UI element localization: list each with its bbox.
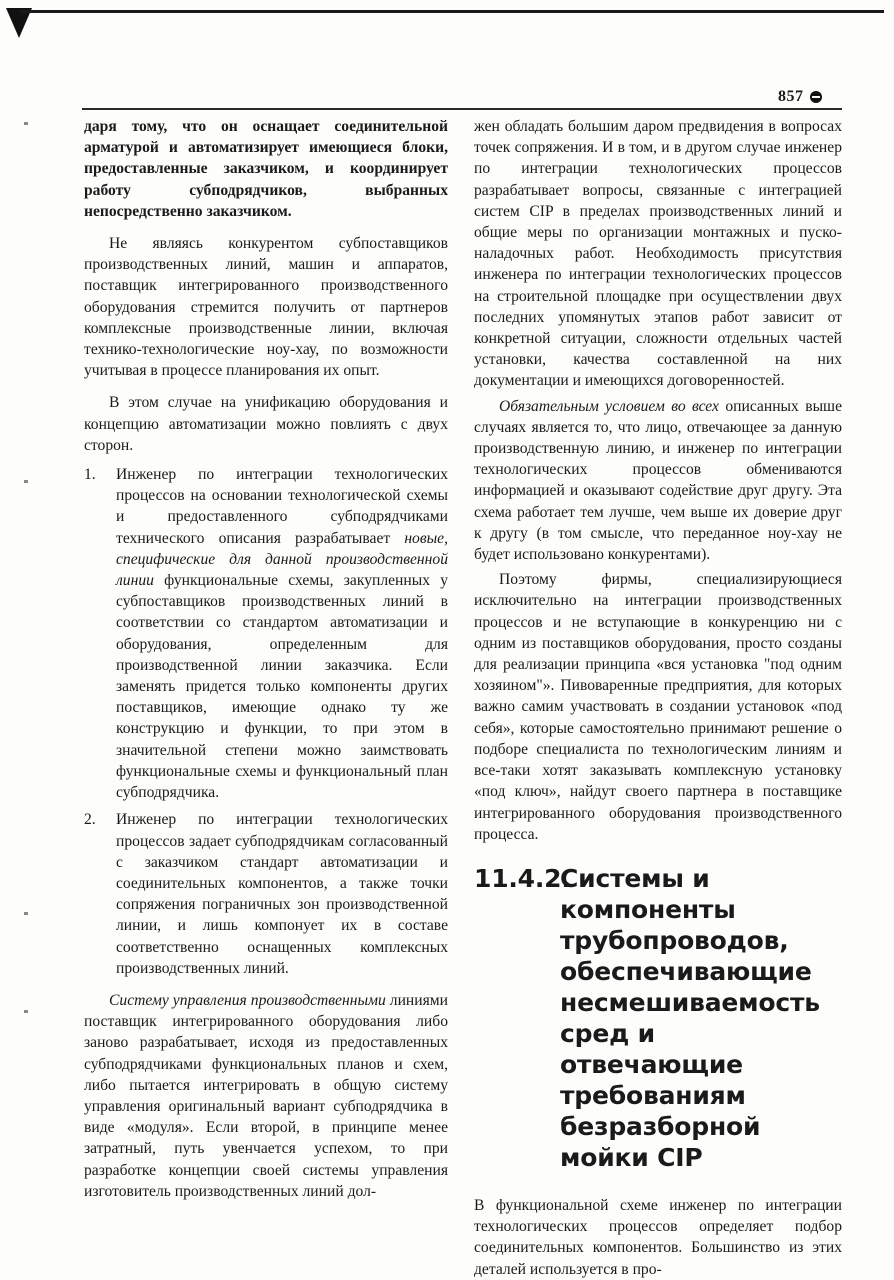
paragraph: Поэтому фирмы, специализирующиеся исключительно на интеграции производственных процессов и не вступающие в конкуренцию ни с одним из поставщиков оборудования, просто созданы для реализации принципа «вся установка "под одним хозяином"». Пивоваренные предприятия, для которых важно самим участвовать в создании установок «под себя», которые самостоятельно принимают решение о подборе специалиста по технологическим линиям и все-таки хотят заказывать комплексную установку «под ключ», найдут своего партнера в поставщике интегрированного оборудования производственного процесса.: [474, 571, 842, 843]
paragraph-text: описанных выше случаях является то, что лицо, отвечающее за данную производственную линию, и инженер по интеграции технологических процессов обмениваются информацией и оказывают содействие друг другу. Эта схема работает тем лучше, чем выше их доверие друг к другу (в том смысле, что переданное ноу-хау не будет использовано конкурентами).: [474, 397, 842, 564]
list-item-text: Инженер по интеграции технологических процессов задает субподрядчикам согласованный с заказчиком стандарт автоматизации и соединительных компонентов, а также точки сопряжения пограничных зон производственной линии, и лишь компонует их в составе соответственно оснащенных комплексных производственных линий.: [116, 811, 448, 977]
paragraph: жен обладать большим даром предвидения в вопросах точек сопряжения. И в том, и в другом случае инженер по интеграции технологических процессов разрабатывает вопросы, связанные с интеграцией систем CIP в пределах производственных линий и общие меры по организации монтажных и пуско-наладочных работ. Необходимость присутствия инженера по интеграции технологических процессов на строительной площадке при осуществлении двух последних упомянутых этапов работ зависит от конкретной ситуации, сложности отдельных частей установки, качества составленной на них документации и имеющихся договоренностей.: [474, 118, 842, 390]
numbered-list: [84, 464, 448, 979]
list-item-text: функциональные схемы, закупленных у субпоставщиков производственных линий в соответствии со стандартом автоматизации и оборудования, определенным для производственной линии заказчика. Если заменять придется только компоненты других поставщиков, имеющие однако ту же конструкцию и функции, то при этом в значительной степени можно заимствовать функциональные схемы и функциональный план субподрядчика.: [116, 572, 448, 802]
section-title: Системы и компоненты трубопроводов, обеспечивающие несмешиваемость сред и отвечающие требованиям безразборной мойки CIP: [560, 863, 820, 1172]
paragraph: В функциональной схеме инженер по интеграции технологических процессов определяет подбор соединительных компонентов. Большинство из этих деталей используется в про-: [474, 1196, 842, 1278]
list-item-text: Инженер по интеграции технологических процессов на основании технологической схемы и предоставленного субподрядчиками технического описания разрабатывает: [116, 466, 448, 547]
list-item-number: 1.: [84, 466, 96, 484]
left-column: [84, 116, 448, 1202]
list-item: [84, 464, 448, 803]
header-rule: [82, 108, 842, 110]
page-number: [778, 88, 822, 106]
paragraph: Не являясь конкурентом субпоставщиков производственных линий, машин и аппаратов, поставщик интегрированного производственного оборудования стремится получить от партнеров комплексные производственные линии, включая технико-технологические ноу-хау, по возможности учитывая в процессе планирования их опыт.: [84, 235, 448, 380]
margin-tick: [24, 122, 28, 125]
right-column: [474, 116, 842, 1280]
list-item-emphasis: новые, специфические для данной производственной линии: [116, 529, 448, 590]
margin-tick: [24, 1010, 28, 1013]
paragraph: [474, 396, 842, 566]
paragraph-emphasis: Систему управления производственными: [109, 991, 386, 1009]
list-item-number: 2.: [84, 811, 96, 829]
page-number-bullet-icon: [810, 91, 822, 103]
top-rule: [20, 10, 884, 13]
intro-bold-paragraph: даря тому, что он оснащает соединительной арматурой и автоматизирует имеющиеся блоки, предоставленные заказчиком, и координирует работу субподрядчиков, выбранных непосредственно заказчиком.: [84, 118, 448, 220]
margin-tick: [24, 912, 28, 915]
paragraph: [84, 990, 448, 1202]
paragraph-text: линиями поставщик интегрированного оборудования либо заново разрабатывает, исходя из предоставленных субподрядчиками функциональных планов и схем, либо пытается интегрировать в общую систему управления оригинальный вариант субподрядчика в виде «модуля». Если второй, в принципе менее затратный, путь увенчается успехом, то при разработке концепции своей системы управления изготовитель производственных линий дол-: [84, 991, 448, 1200]
list-item: [84, 809, 448, 979]
section-heading: [474, 863, 842, 1173]
page-number-value: 857: [778, 88, 804, 105]
paragraph: В этом случае на унификацию оборудования и концепцию автоматизации можно повлиять с двух сторон.: [84, 394, 448, 454]
section-number: 11.4.2.: [474, 863, 571, 893]
margin-tick: [24, 480, 28, 483]
paragraph-emphasis: Обязательным условием во всех: [499, 397, 719, 415]
